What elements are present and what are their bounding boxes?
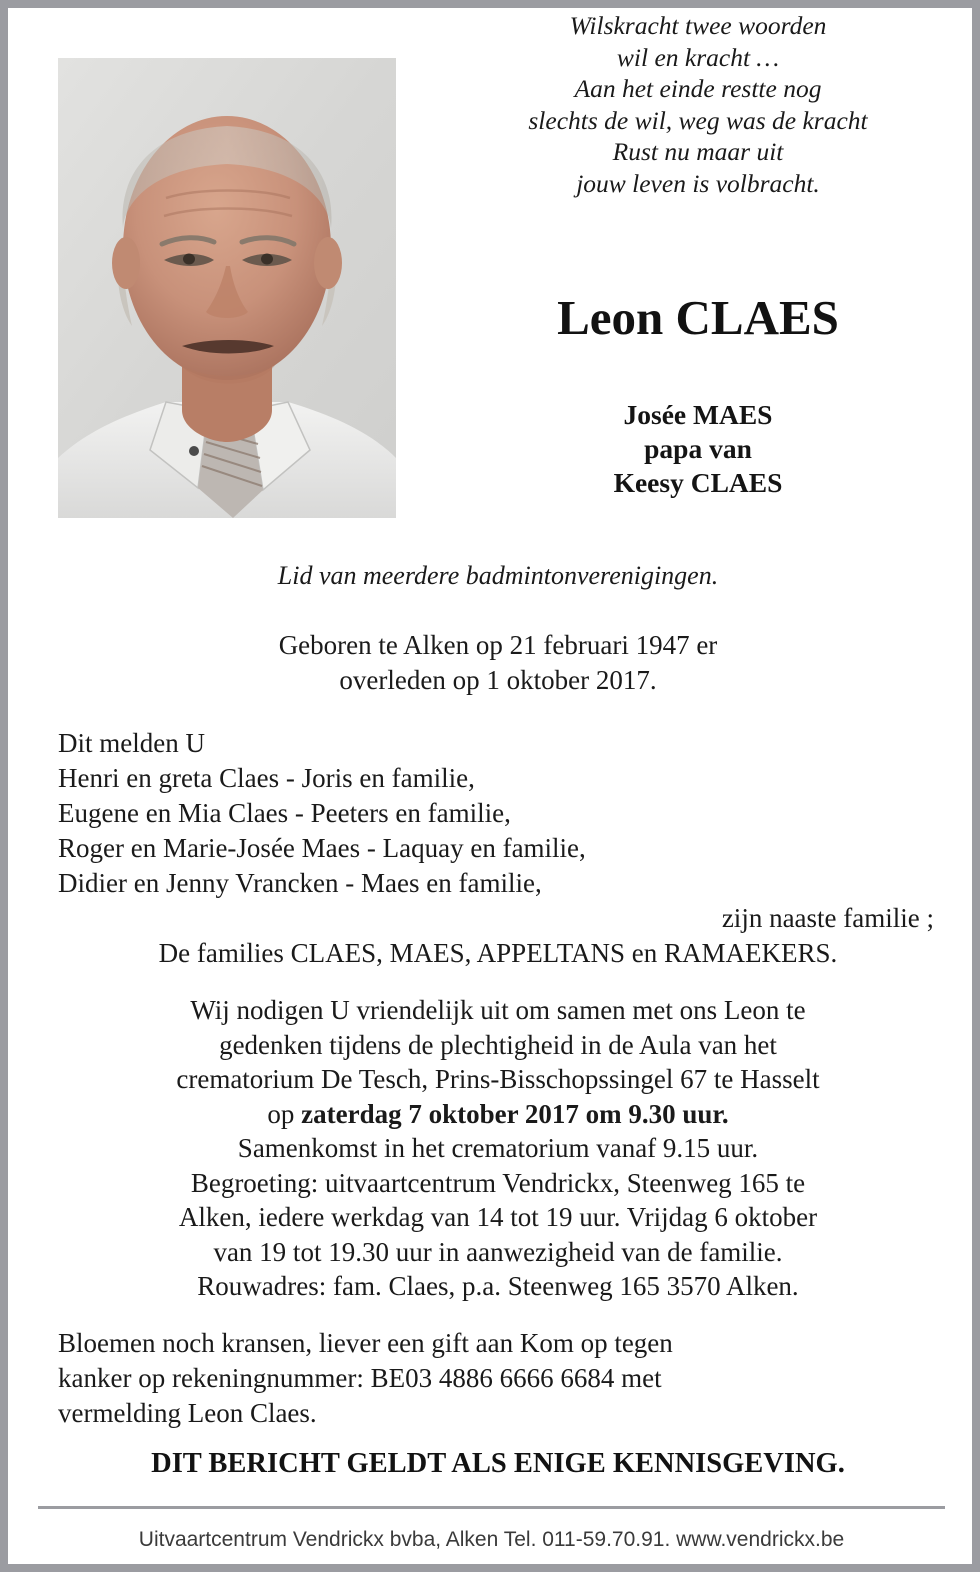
closest-family-line: zijn naaste familie ; [721,903,934,933]
ceremony-datetime-prefix: op [267,1098,302,1129]
poem-line: slechts de wil, weg was de kracht [528,105,868,135]
ceremony-block [58,993,938,1304]
portrait-photo [58,58,396,518]
membership-note: Lid van meerdere badmintonverenigingen. [277,561,719,590]
poem-line: Rust nu maar uit [612,137,784,166]
ceremony-datetime: zaterdag 7 oktober 2017 om 9.30 uur. [301,1098,729,1129]
donation-block [58,1326,938,1431]
card-inner [8,8,972,1564]
donation-line: kanker op rekeningnummer: BE03 4886 6666 6684 met [58,1363,662,1393]
family-line: Didier en Jenny Vrancken - Maes en familie, [58,868,542,898]
header-block [8,8,972,498]
poem-text [438,10,958,199]
family-line: Henri en greta Claes - Joris en familie, [58,763,475,793]
ceremony-line: Begroeting: uitvaartcentrum Vendrickx, Steenweg 165 te [190,1167,806,1198]
birth-line: Geboren te Alken op 21 februari 1947 er [278,630,718,660]
ceremony-line: van 19 tot 19.30 uur in aanwezigheid van de familie. [213,1236,783,1267]
ceremony-line: crematorium De Tesch, Prins-Bisschopssingel 67 te Hasselt [176,1064,820,1094]
announcement-intro: Dit melden U [58,728,205,758]
mourning-address-line: Rouwadres: fam. Claes, p.a. Steenweg 165 3570 Alken. [197,1271,799,1301]
relative-line: Keesy CLAES [613,467,783,498]
funeral-home-footer: Uitvaartcentrum Vendrickx bvba, Alken Tel. 011-59.70.91. www.vendrickx.be [138,1528,845,1551]
ceremony-line: Samenkomst in het crematorium vanaf 9.15 uur. [237,1133,759,1163]
death-line: overleden op 1 oktober 2017. [339,665,657,695]
relatives-block [438,398,958,500]
family-line: Eugene en Mia Claes - Peeters en familie, [58,798,511,828]
poem-line: Aan het einde restte nog [574,74,822,103]
poem-line: jouw leven is volbracht. [576,168,820,198]
deceased-name: Leon CLAES [557,290,839,345]
families-line: De families CLAES, MAES, APPELTANS en RAMAEKERS. [158,938,838,968]
family-line: Roger en Marie-Josée Maes - Laquay en familie, [58,833,586,863]
ceremony-line: gedenken tijdens de plechtigheid in de Aula van het [219,1029,777,1060]
relative-line: Josée MAES [623,399,773,430]
announcement-block [58,726,938,971]
birth-death-block [48,628,948,698]
footer-divider [38,1506,945,1509]
poem-line: Wilskracht twee woorden [569,11,827,40]
portrait-illustration [58,58,396,518]
donation-line: vermelding Leon Claes. [58,1398,317,1428]
ceremony-datetime-line [58,1097,938,1132]
closing-statement: DIT BERICHT GELDT ALS ENIGE KENNISGEVING. [151,1448,845,1479]
relative-line: papa van [644,433,752,464]
ceremony-line: Alken, iedere werkdag van 14 tot 19 uur. Vrijdag 6 oktober [178,1202,818,1232]
ceremony-line: Wij nodigen U vriendelijk uit om samen met ons Leon te [190,995,806,1025]
poem-line: wil en kracht … [616,42,780,72]
donation-line: Bloemen noch kransen, liever een gift aan Kom op tegen [58,1328,673,1358]
